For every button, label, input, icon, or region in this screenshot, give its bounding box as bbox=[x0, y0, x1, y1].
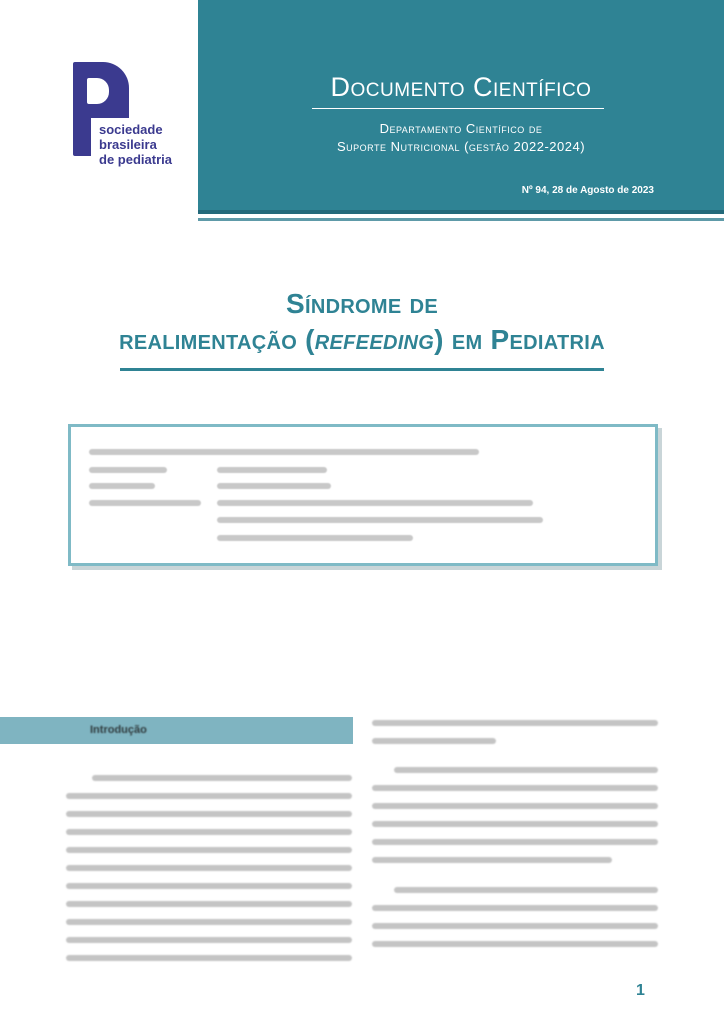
title-rule bbox=[120, 368, 604, 371]
logo-wordmark: sociedade brasileira de pediatria bbox=[99, 122, 172, 167]
department-line-1: Departamento Científico de bbox=[379, 121, 543, 136]
department-line-2: Suporte Nutricional (gestão 2022-2024) bbox=[336, 139, 586, 154]
sbp-logo bbox=[73, 62, 233, 167]
issue-date: Nº 94, 28 de Agosto de 2023 bbox=[521, 185, 654, 196]
header-divider-secondary bbox=[198, 218, 724, 221]
header-band bbox=[198, 0, 724, 210]
page-number: 1 bbox=[636, 982, 645, 999]
authors-box bbox=[68, 424, 658, 566]
article-title-line-2: realimentação (refeeding) em Pediatria bbox=[119, 324, 605, 355]
section-heading-bar bbox=[0, 717, 353, 744]
header-divider bbox=[198, 210, 724, 214]
title-underline bbox=[312, 108, 604, 109]
document-type-title: Documento Científico bbox=[330, 72, 592, 102]
article-title-line-1: Síndrome de bbox=[286, 288, 438, 319]
section-title: Introdução bbox=[90, 724, 147, 736]
